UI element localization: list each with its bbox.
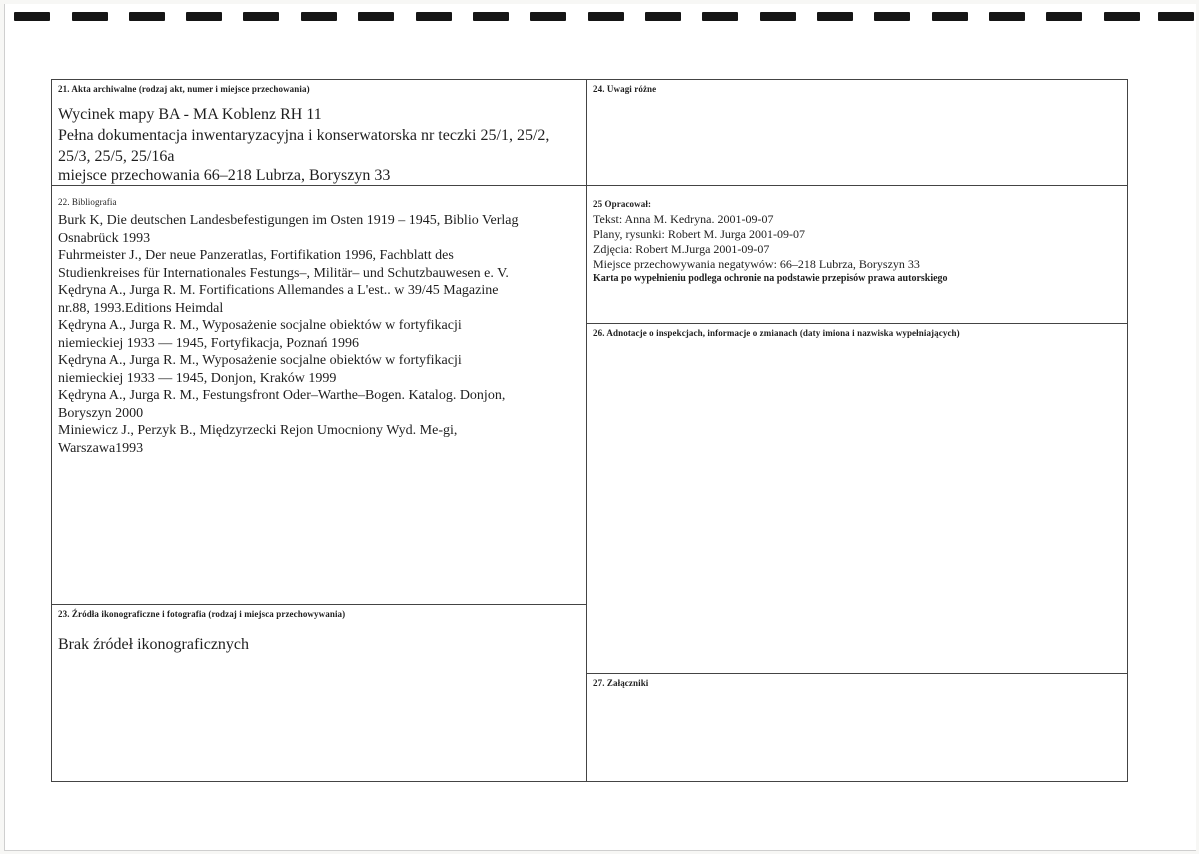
section-21-line: Wycinek mapy BA - MA Koblenz RH 11 (58, 106, 322, 123)
section-26-inspection-notes (587, 324, 1127, 673)
prepared-by-line: Miejsce przechowywania negatywów: 66–218 Lubrza, Boryszyn 33 (593, 257, 920, 271)
section-21-line: miejsce przechowania 66–218 Lubrza, Boryszyn 33 (58, 167, 391, 184)
punch-hole (1158, 12, 1194, 21)
punch-hole (416, 12, 452, 21)
punch-hole (301, 12, 337, 21)
punch-hole (358, 12, 394, 21)
punch-hole (72, 12, 108, 21)
punch-hole (645, 12, 681, 21)
section-21-line: Pełna dokumentacja inwentaryzacyjna i konserwatorska nr teczki 25/1, 25/2, (58, 127, 550, 144)
bibliography-line: Warszawa1993 (58, 440, 144, 456)
section-25-header: 25 Opracował: (593, 199, 652, 209)
section-21-line: 25/3, 25/5, 25/16a (58, 148, 175, 165)
section-25-prepared-by (587, 186, 1127, 323)
section-22-header: 22. Bibliografia (58, 197, 117, 207)
section-23-text: Brak źródeł ikonograficznych (58, 636, 250, 653)
punch-hole (932, 12, 968, 21)
punch-hole (874, 12, 910, 21)
prepared-by-line: Plany, rysunki: Robert M. Jurga 2001-09-07 (593, 227, 805, 241)
punch-hole (186, 12, 222, 21)
bibliography-line: niemieckiej 1933 — 1945, Fortyfikacja, Poznań 1996 (58, 335, 359, 351)
bibliography-line: Studienkreises für Internationales Festungs–, Militär– und Schutzbauwesen e. V. (58, 265, 509, 281)
prepared-by-line: Tekst: Anna M. Kedryna. 2001-09-07 (593, 212, 774, 226)
bibliography-line: Miniewicz J., Perzyk B., Międzyrzecki Rejon Umocniony Wyd. Me-gi, (58, 423, 458, 438)
bibliography-line: niemieckiej 1933 — 1945, Donjon, Kraków 1999 (58, 370, 337, 386)
punch-hole (243, 12, 279, 21)
bibliography-line: Boryszyn 2000 (58, 405, 144, 421)
punch-hole (989, 12, 1025, 21)
section-24-header: 24. Uwagi różne (593, 84, 657, 94)
bibliography-line: Kędryna A., Jurga R. M., Festungsfront Oder–Warthe–Bogen. Katalog. Donjon, (58, 388, 506, 403)
bibliography-line: Fuhrmeister J., Der neue Panzeratlas, Fortifikation 1996, Fachblatt des (58, 248, 454, 263)
punch-hole (129, 12, 165, 21)
punch-hole (760, 12, 796, 21)
punch-hole (1104, 12, 1140, 21)
section-27-attachments (587, 674, 1127, 781)
prepared-by-line: Zdjęcia: Robert M.Jurga 2001-09-07 (593, 242, 770, 256)
copyright-notice: Karta po wypełnieniu podlega ochronie na podstawie przepisów prawa autorskiego (593, 273, 948, 284)
bibliography-line: Burk K, Die deutschen Landesbefestigungen im Osten 1919 – 1945, Biblio Verlag (58, 213, 519, 228)
punch-hole-strip (0, 12, 1199, 21)
bibliography-line: nr.88, 1993.Editions Heimdal (58, 300, 224, 316)
form-frame (51, 79, 1128, 782)
punch-hole (530, 12, 566, 21)
bibliography-line: Kędryna A., Jurga R. M., Wyposażenie socjalne obiektów w fortyfikacji (58, 353, 462, 368)
punch-hole (1046, 12, 1082, 21)
section-21-header: 21. Akta archiwalne (rodzaj akt, numer i miejsce przechowania) (58, 84, 310, 94)
punch-hole (14, 12, 50, 21)
section-26-header: 26. Adnotacje o inspekcjach, informacje o zmianach (daty imiona i nazwiska wypełniających) (593, 328, 960, 338)
section-21-archival-records (52, 80, 586, 185)
punch-hole (817, 12, 853, 21)
section-22-bibliography (52, 186, 586, 604)
punch-hole (588, 12, 624, 21)
punch-hole (702, 12, 738, 21)
section-23-iconographic-sources (52, 605, 586, 781)
section-24-remarks (587, 80, 1127, 185)
bibliography-line: Kędryna A., Jurga R. M. Fortifications Allemandes a L'est.. w 39/45 Magazine (58, 283, 499, 298)
section-23-header: 23. Źródła ikonograficzne i fotografia (rodzaj i miejsca przechowywania) (58, 609, 346, 619)
section-27-header: 27. Załączniki (593, 678, 649, 688)
punch-hole (473, 12, 509, 21)
bibliography-line: Kędryna A., Jurga R. M., Wyposażenie socjalne obiektów w fortyfikacji (58, 318, 462, 333)
bibliography-line: Osnabrück 1993 (58, 230, 151, 246)
